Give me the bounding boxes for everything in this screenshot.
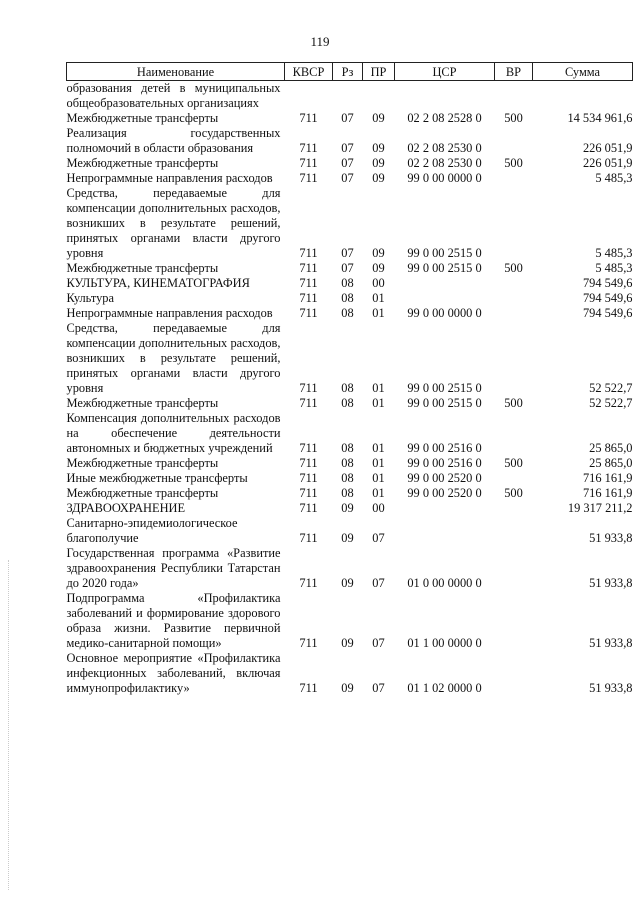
cell-sum: 25 865,0 <box>589 441 633 455</box>
cell-name: Непрограммные направления расходов <box>66 306 273 320</box>
scan-margin-mark <box>8 560 10 890</box>
cell-rz: 09 <box>341 501 354 515</box>
cell-sum: 226 051,9 <box>582 141 633 155</box>
cell-pr: 09 <box>372 156 385 170</box>
cell-pr: 00 <box>372 276 385 290</box>
cell-kvsr: 711 <box>299 471 318 485</box>
cell-vr <box>495 591 533 651</box>
cell-rz: 08 <box>341 396 354 410</box>
cell-name: Государственная программа «Развитие здравоохранения Республики Татарстан до 2020 года» <box>66 546 281 590</box>
cell-pr: 07 <box>372 636 385 650</box>
cell-vr: 500 <box>504 456 523 470</box>
cell-csr: 01 1 00 0000 0 <box>407 636 482 650</box>
cell-kvsr: 711 <box>299 531 318 545</box>
cell-csr: 99 0 00 0000 0 <box>407 306 482 320</box>
cell-rz: 08 <box>341 276 354 290</box>
cell-name: Межбюджетные трансферты <box>66 111 219 125</box>
table-header-row <box>67 63 633 81</box>
cell-pr: 00 <box>372 501 385 515</box>
cell-vr <box>495 276 533 291</box>
cell-csr: 02 2 08 2528 0 <box>407 111 482 125</box>
cell-sum: 14 534 961,6 <box>567 111 633 125</box>
cell-sum: 794 549,6 <box>582 291 633 305</box>
cell-csr: 99 0 00 2520 0 <box>407 486 482 500</box>
cell-rz: 07 <box>341 171 354 185</box>
cell-kvsr: 711 <box>299 486 318 500</box>
table-row <box>67 546 633 591</box>
cell-rz: 08 <box>341 456 354 470</box>
cell-pr: 01 <box>372 291 385 305</box>
cell-rz: 08 <box>341 381 354 395</box>
cell-pr: 09 <box>372 171 385 185</box>
cell-csr: 99 0 00 2516 0 <box>407 456 482 470</box>
cell-rz: 09 <box>341 576 354 590</box>
cell-vr <box>495 306 533 321</box>
cell-name: Межбюджетные трансферты <box>66 486 219 500</box>
cell-pr: 01 <box>372 456 385 470</box>
cell-rz: 07 <box>341 156 354 170</box>
cell-pr: 01 <box>372 471 385 485</box>
cell-sum: 51 933,8 <box>589 681 633 695</box>
header-vr: ВР <box>495 63 533 81</box>
cell-sum: 25 865,0 <box>589 456 633 470</box>
cell-pr: 09 <box>372 261 385 275</box>
cell-pr: 09 <box>372 111 385 125</box>
cell-vr <box>495 321 533 396</box>
cell-name: Компенсация дополнительных расходов на обеспечение деятельности автономных и бюджетных учреждений <box>66 411 281 455</box>
cell-kvsr: 711 <box>299 441 318 455</box>
cell-rz: 09 <box>341 636 354 650</box>
table-row <box>67 456 633 471</box>
cell-name: Межбюджетные трансферты <box>66 261 219 275</box>
cell-csr: 02 2 08 2530 0 <box>407 156 482 170</box>
cell-rz: 07 <box>341 141 354 155</box>
cell-kvsr: 711 <box>299 171 318 185</box>
cell-sum: 51 933,8 <box>589 531 633 545</box>
cell-sum <box>533 81 633 112</box>
cell-sum: 5 485,3 <box>595 171 633 185</box>
cell-sum: 51 933,8 <box>589 576 633 590</box>
cell-name: Культура <box>66 291 114 305</box>
cell-name: образования детей в муниципальных общеобразовательных организациях <box>66 81 281 110</box>
cell-rz: 07 <box>341 246 354 260</box>
cell-csr: 01 0 00 0000 0 <box>407 576 482 590</box>
cell-vr: 500 <box>504 486 523 500</box>
cell-pr: 07 <box>372 531 385 545</box>
table-row <box>67 276 633 291</box>
cell-kvsr: 711 <box>299 396 318 410</box>
cell-kvsr: 711 <box>299 141 318 155</box>
table-row <box>67 171 633 186</box>
cell-csr: 99 0 00 2515 0 <box>407 261 482 275</box>
cell-kvsr: 711 <box>299 501 318 515</box>
cell-vr: 500 <box>504 261 523 275</box>
cell-kvsr: 711 <box>299 681 318 695</box>
cell-csr <box>395 291 495 306</box>
cell-kvsr: 711 <box>299 156 318 170</box>
page-number: 119 <box>310 34 330 49</box>
cell-rz: 08 <box>341 306 354 320</box>
header-csr: ЦСР <box>395 63 495 81</box>
cell-rz: 08 <box>341 471 354 485</box>
cell-vr <box>495 81 533 112</box>
cell-csr: 99 0 00 2515 0 <box>407 381 482 395</box>
cell-sum: 716 161,9 <box>582 486 633 500</box>
cell-pr: 07 <box>372 681 385 695</box>
budget-table <box>66 62 633 696</box>
table-row <box>67 501 633 516</box>
cell-vr <box>495 186 533 261</box>
cell-vr <box>495 411 533 456</box>
cell-kvsr: 711 <box>299 111 318 125</box>
cell-pr: 01 <box>372 441 385 455</box>
cell-sum: 794 549,6 <box>582 306 633 320</box>
cell-vr: 500 <box>504 396 523 410</box>
table-row <box>67 156 633 171</box>
cell-pr: 01 <box>372 381 385 395</box>
cell-name: Подпрограмма «Профилактика заболеваний и формирование здорового образа жизни. Развитие первичной медико-санитарной помощи» <box>66 591 281 650</box>
cell-pr: 09 <box>372 141 385 155</box>
table-row <box>67 651 633 696</box>
cell-csr <box>395 516 495 546</box>
cell-sum: 5 485,3 <box>595 261 633 275</box>
cell-vr <box>495 546 533 591</box>
table-row <box>67 261 633 276</box>
cell-rz: 08 <box>341 486 354 500</box>
table-row <box>67 396 633 411</box>
cell-pr <box>363 81 395 112</box>
cell-pr: 01 <box>372 486 385 500</box>
cell-rz: 08 <box>341 291 354 305</box>
cell-vr: 500 <box>504 111 523 125</box>
cell-rz: 07 <box>341 261 354 275</box>
cell-sum: 716 161,9 <box>582 471 633 485</box>
table-row <box>67 321 633 396</box>
cell-rz: 07 <box>341 111 354 125</box>
cell-sum: 794 549,6 <box>582 276 633 290</box>
cell-name: ЗДРАВООХРАНЕНИЕ <box>66 501 186 515</box>
table-row <box>67 291 633 306</box>
table-row <box>67 111 633 126</box>
table-row <box>67 471 633 486</box>
cell-rz: 08 <box>341 441 354 455</box>
cell-csr: 99 0 00 2515 0 <box>407 246 482 260</box>
cell-sum: 5 485,3 <box>595 246 633 260</box>
cell-kvsr: 711 <box>299 456 318 470</box>
cell-kvsr: 711 <box>299 576 318 590</box>
cell-kvsr: 711 <box>299 261 318 275</box>
header-rz: Рз <box>333 63 363 81</box>
table-row <box>67 81 633 112</box>
cell-sum: 52 522,7 <box>589 396 633 410</box>
table-row <box>67 486 633 501</box>
cell-pr: 01 <box>372 306 385 320</box>
cell-vr: 500 <box>504 156 523 170</box>
cell-name: Иные межбюджетные трансферты <box>66 471 248 485</box>
header-sum: Сумма <box>533 63 633 81</box>
cell-name: Основное мероприятие «Профилактика инфекционных заболеваний, включая иммунопрофилактику» <box>66 651 281 695</box>
cell-vr <box>495 501 533 516</box>
cell-kvsr: 711 <box>299 636 318 650</box>
table-row <box>67 411 633 456</box>
cell-kvsr <box>285 81 333 112</box>
cell-pr: 09 <box>372 246 385 260</box>
cell-name: Реализация государственных полномочий в области образования <box>66 126 281 155</box>
cell-csr: 99 0 00 0000 0 <box>407 171 482 185</box>
cell-kvsr: 711 <box>299 306 318 320</box>
cell-name: Межбюджетные трансферты <box>66 156 219 170</box>
header-pr: ПР <box>363 63 395 81</box>
cell-name: Межбюджетные трансферты <box>66 396 219 410</box>
cell-csr: 99 0 00 2515 0 <box>407 396 482 410</box>
cell-csr: 01 1 02 0000 0 <box>407 681 482 695</box>
header-name: Наименование <box>67 63 285 81</box>
cell-vr <box>495 291 533 306</box>
cell-rz <box>333 81 363 112</box>
cell-csr <box>395 501 495 516</box>
header-kvsr: КВСР <box>285 63 333 81</box>
cell-kvsr: 711 <box>299 246 318 260</box>
cell-csr: 99 0 00 2516 0 <box>407 441 482 455</box>
cell-csr <box>395 276 495 291</box>
cell-vr <box>495 651 533 696</box>
cell-sum: 51 933,8 <box>589 636 633 650</box>
cell-vr <box>495 471 533 486</box>
cell-name: Санитарно-эпидемиологическое благополучие <box>66 516 238 545</box>
cell-rz: 09 <box>341 531 354 545</box>
cell-pr: 07 <box>372 576 385 590</box>
cell-csr <box>395 81 495 112</box>
cell-sum: 52 522,7 <box>589 381 633 395</box>
table-row <box>67 306 633 321</box>
cell-name: Межбюджетные трансферты <box>66 456 219 470</box>
cell-pr: 01 <box>372 396 385 410</box>
table-row <box>67 591 633 651</box>
table-row <box>67 516 633 546</box>
cell-rz: 09 <box>341 681 354 695</box>
cell-name: КУЛЬТУРА, КИНЕМАТОГРАФИЯ <box>66 276 250 290</box>
cell-sum: 226 051,9 <box>582 156 633 170</box>
cell-vr <box>495 126 533 156</box>
cell-kvsr: 711 <box>299 291 318 305</box>
cell-vr <box>495 516 533 546</box>
table-row <box>67 126 633 156</box>
cell-name: Средства, передаваемые для компенсации дополнительных расходов, возникших в результате решений, принятых органами власти другого уровня <box>66 186 281 260</box>
cell-csr: 02 2 08 2530 0 <box>407 141 482 155</box>
cell-name: Средства, передаваемые для компенсации дополнительных расходов, возникших в результате решений, принятых органами власти другого уровня <box>66 321 281 395</box>
cell-name: Непрограммные направления расходов <box>66 171 273 185</box>
cell-kvsr: 711 <box>299 381 318 395</box>
table-row <box>67 186 633 261</box>
cell-vr <box>495 171 533 186</box>
cell-csr: 99 0 00 2520 0 <box>407 471 482 485</box>
cell-sum: 19 317 211,2 <box>567 501 633 515</box>
cell-kvsr: 711 <box>299 276 318 290</box>
